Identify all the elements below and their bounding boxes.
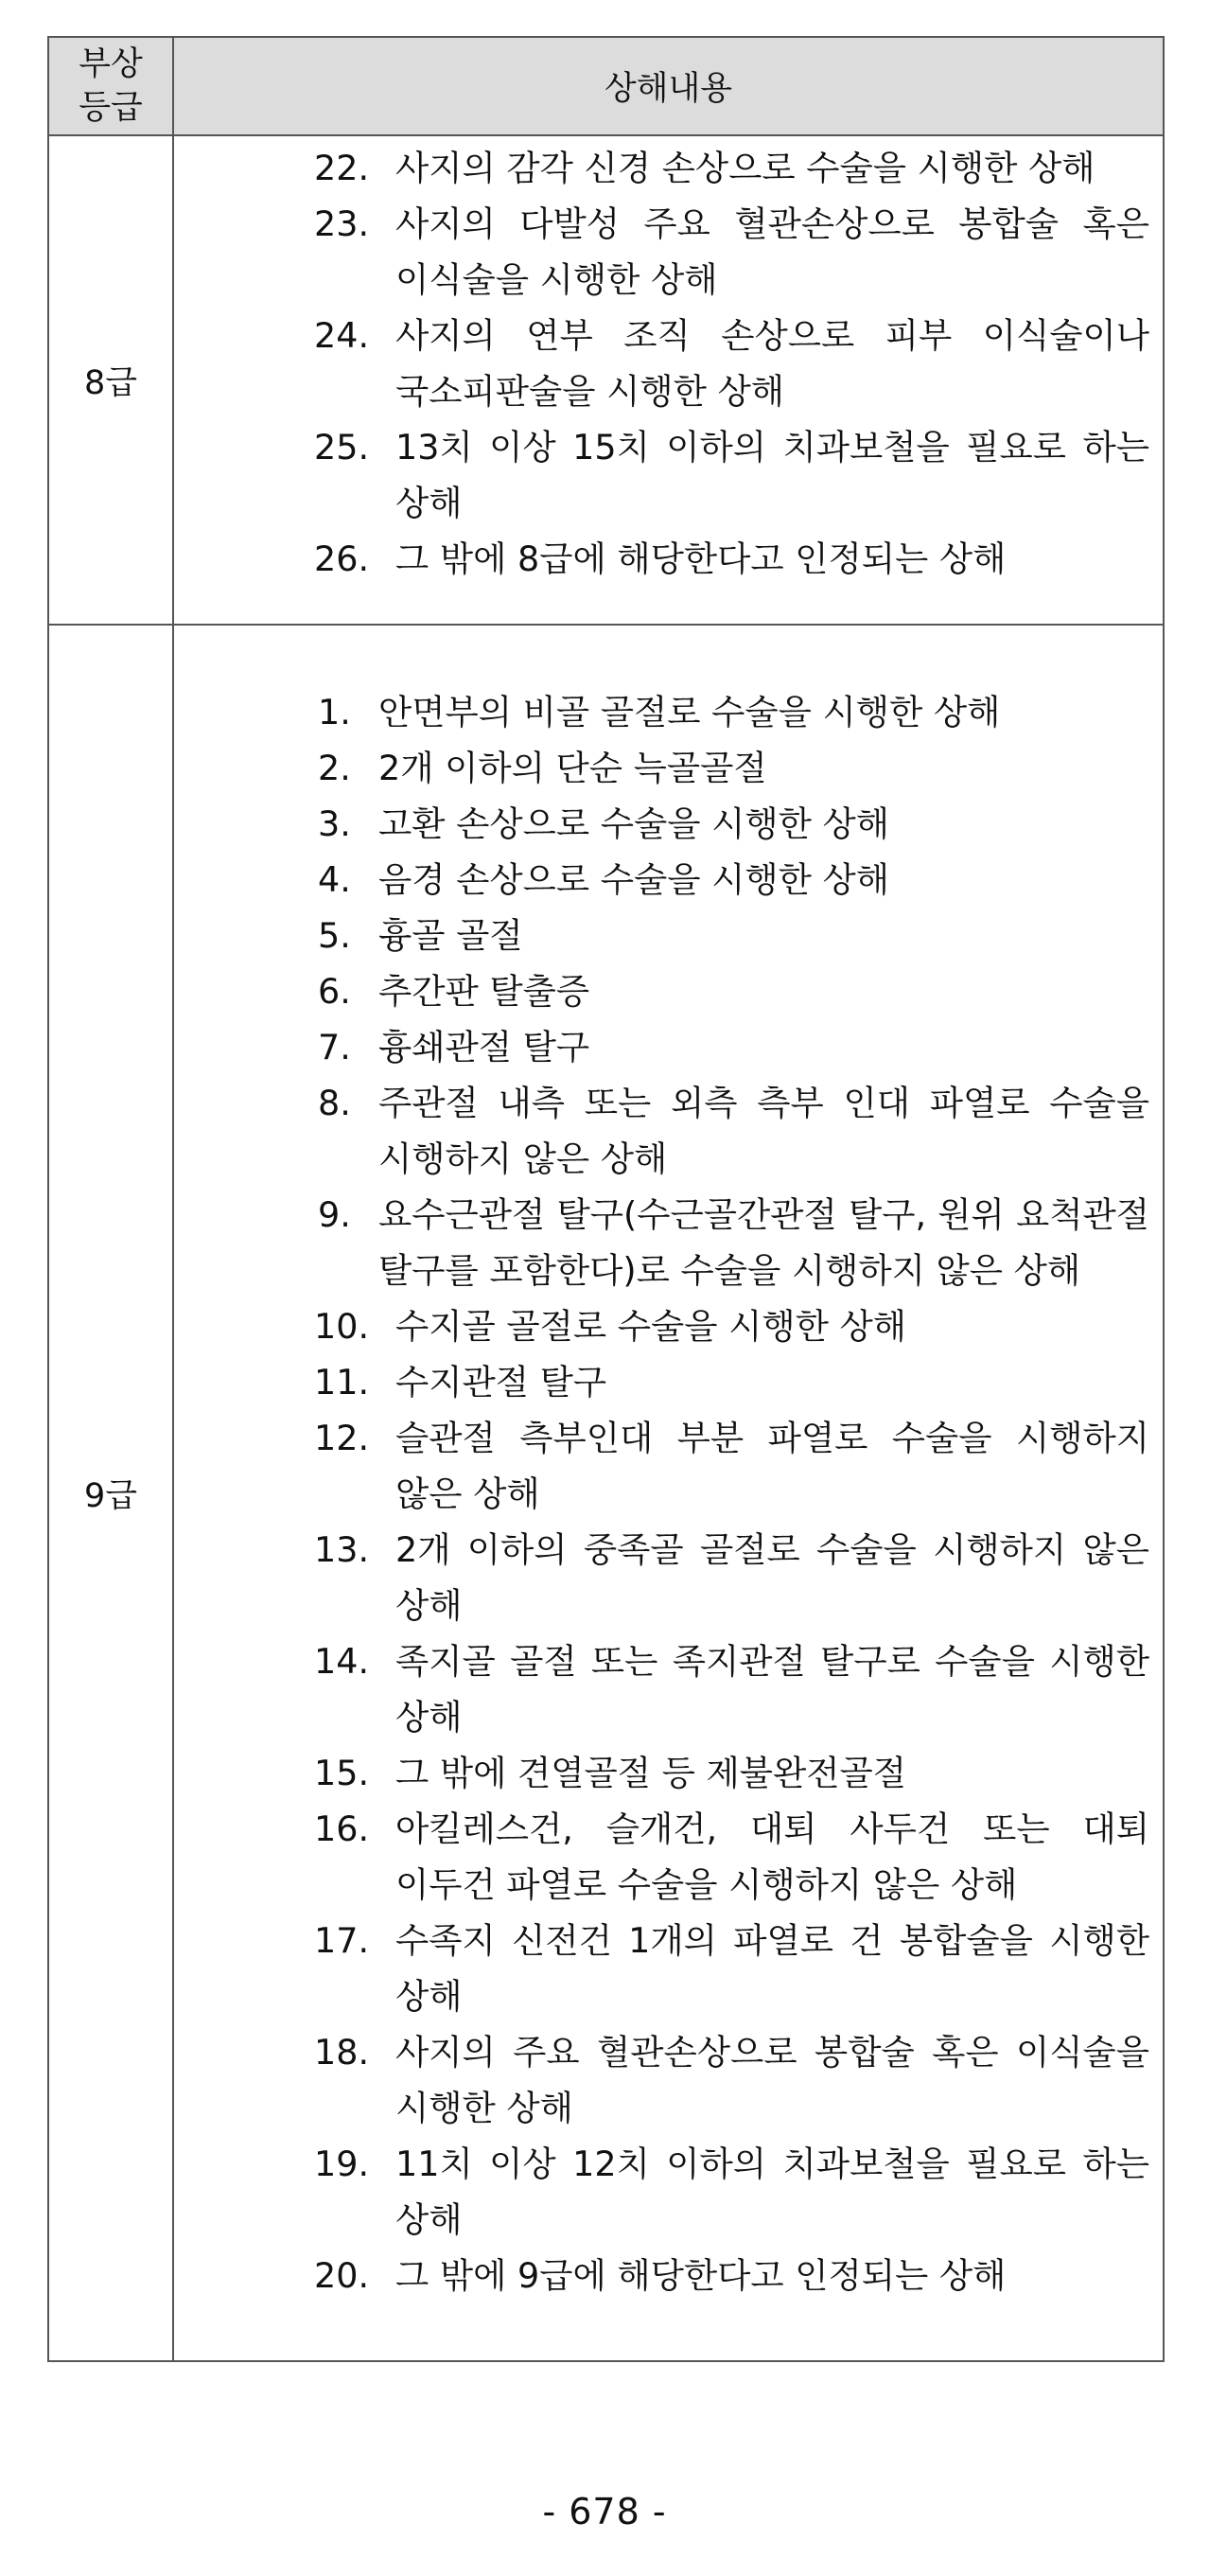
item-text: 슬관절 측부인대 부분 파열로 수술을 시행하지 않은 상해 — [395, 1418, 1149, 1514]
list-item — [174, 531, 1149, 587]
list-item — [174, 1522, 1149, 1633]
item-text: 요수근관절 탈구(수근골간관절 탈구, 원위 요척관절 탈구를 포함한다)로 수술을 시행하지 않은 상해 — [378, 1194, 1149, 1291]
item-text: 아킬레스건, 슬개건, 대퇴 사두건 또는 대퇴 이두건 파열로 수술을 시행하지 않은 상해 — [395, 1808, 1149, 1905]
item-number: 25. — [314, 427, 370, 468]
injury-list — [174, 136, 1163, 591]
item-number: 9. — [318, 1194, 351, 1235]
item-number: 12. — [314, 1418, 370, 1458]
item-number: 13. — [314, 1529, 370, 1570]
content-cell — [173, 135, 1164, 625]
item-number: 17. — [314, 1920, 370, 1961]
item-text: 13치 이상 15치 이하의 치과보철을 필요로 하는 상해 — [395, 427, 1149, 523]
item-number: 24. — [314, 315, 370, 356]
grade-cell: 9급 — [48, 625, 173, 2361]
item-text: 음경 손상으로 수술을 시행한 상해 — [378, 859, 890, 900]
page-number: - 678 - — [542, 2491, 667, 2532]
item-text: 흉골 골절 — [378, 915, 523, 956]
list-item — [174, 1633, 1149, 1745]
list-item — [174, 908, 1149, 963]
list-item — [174, 1019, 1149, 1075]
item-number: 7. — [318, 1027, 351, 1067]
injury-list — [174, 626, 1163, 2360]
injury-grade-table — [47, 36, 1165, 2362]
item-number: 19. — [314, 2144, 370, 2184]
grade-column-header — [48, 37, 173, 135]
list-item — [174, 1354, 1149, 1410]
item-number: 10. — [314, 1306, 370, 1347]
list-item — [174, 2024, 1149, 2136]
item-number: 14. — [314, 1641, 370, 1682]
list-item — [174, 684, 1149, 740]
item-text: 추간판 탈출증 — [378, 971, 590, 1012]
item-text: 2개 이하의 중족골 골절로 수술을 시행하지 않은 상해 — [395, 1529, 1149, 1626]
item-text: 안면부의 비골 골절로 수술을 시행한 상해 — [378, 692, 1001, 732]
list-item — [174, 1913, 1149, 2024]
list-item — [174, 1187, 1149, 1298]
grade-header-line-1: 부상 — [79, 45, 143, 83]
list-item — [174, 419, 1149, 531]
list-item — [174, 740, 1149, 796]
item-text: 수지골 골절로 수술을 시행한 상해 — [395, 1306, 907, 1347]
grade-header-line-2: 등급 — [79, 89, 143, 127]
item-number: 4. — [318, 859, 351, 900]
item-number: 5. — [318, 915, 351, 956]
list-item — [174, 196, 1149, 308]
content-column-header: 상해내용 — [173, 37, 1164, 135]
list-item — [174, 1745, 1149, 1801]
grade-cell: 8급 — [48, 135, 173, 625]
list-item — [174, 2248, 1149, 2303]
item-number: 8. — [318, 1083, 351, 1123]
item-number: 20. — [314, 2255, 370, 2296]
list-item — [174, 1075, 1149, 1187]
item-text: 2개 이하의 단순 늑골골절 — [378, 748, 767, 788]
list-item — [174, 963, 1149, 1019]
item-text: 수지관절 탈구 — [395, 1362, 607, 1403]
item-number: 15. — [314, 1753, 370, 1793]
item-number: 16. — [314, 1808, 370, 1849]
item-number: 3. — [318, 803, 351, 844]
list-item — [174, 852, 1149, 908]
item-number: 23. — [314, 203, 370, 244]
item-text: 주관절 내측 또는 외측 측부 인대 파열로 수술을 시행하지 않은 상해 — [378, 1083, 1149, 1179]
item-text: 흉쇄관절 탈구 — [378, 1027, 590, 1067]
item-text: 11치 이상 12치 이하의 치과보철을 필요로 하는 상해 — [395, 2144, 1149, 2240]
item-number: 1. — [318, 692, 351, 732]
table-row-grade-8 — [48, 135, 1164, 625]
list-item — [174, 1410, 1149, 1522]
item-number: 2. — [318, 748, 351, 788]
item-text: 고환 손상으로 수술을 시행한 상해 — [378, 803, 890, 844]
item-text: 사지의 주요 혈관손상으로 봉합술 혹은 이식술을 시행한 상해 — [395, 2032, 1149, 2128]
item-text: 사지의 다발성 주요 혈관손상으로 봉합술 혹은 이식술을 시행한 상해 — [395, 203, 1149, 300]
item-number: 18. — [314, 2032, 370, 2073]
item-text: 그 밖에 견열골절 등 제불완전골절 — [395, 1753, 907, 1793]
item-text: 족지골 골절 또는 족지관절 탈구로 수술을 시행한 상해 — [395, 1641, 1149, 1738]
item-text: 그 밖에 8급에 해당한다고 인정되는 상해 — [395, 538, 1007, 579]
item-text: 그 밖에 9급에 해당한다고 인정되는 상해 — [395, 2255, 1007, 2296]
list-item — [174, 1801, 1149, 1913]
table-row-grade-9 — [48, 625, 1164, 2361]
item-text: 수족지 신전건 1개의 파열로 건 봉합술을 시행한 상해 — [395, 1920, 1149, 2017]
list-item — [174, 1298, 1149, 1354]
item-number: 11. — [314, 1362, 370, 1403]
list-item — [174, 308, 1149, 419]
list-item — [174, 140, 1149, 196]
item-number: 26. — [314, 538, 370, 579]
list-item — [174, 796, 1149, 852]
content-cell — [173, 625, 1164, 2361]
list-item — [174, 2136, 1149, 2248]
item-text: 사지의 감각 신경 손상으로 수술을 시행한 상해 — [395, 148, 1095, 188]
item-number: 22. — [314, 148, 370, 188]
item-text: 사지의 연부 조직 손상으로 피부 이식술이나 국소피판술을 시행한 상해 — [395, 315, 1149, 412]
table-header-row — [48, 37, 1164, 135]
item-number: 6. — [318, 971, 351, 1012]
